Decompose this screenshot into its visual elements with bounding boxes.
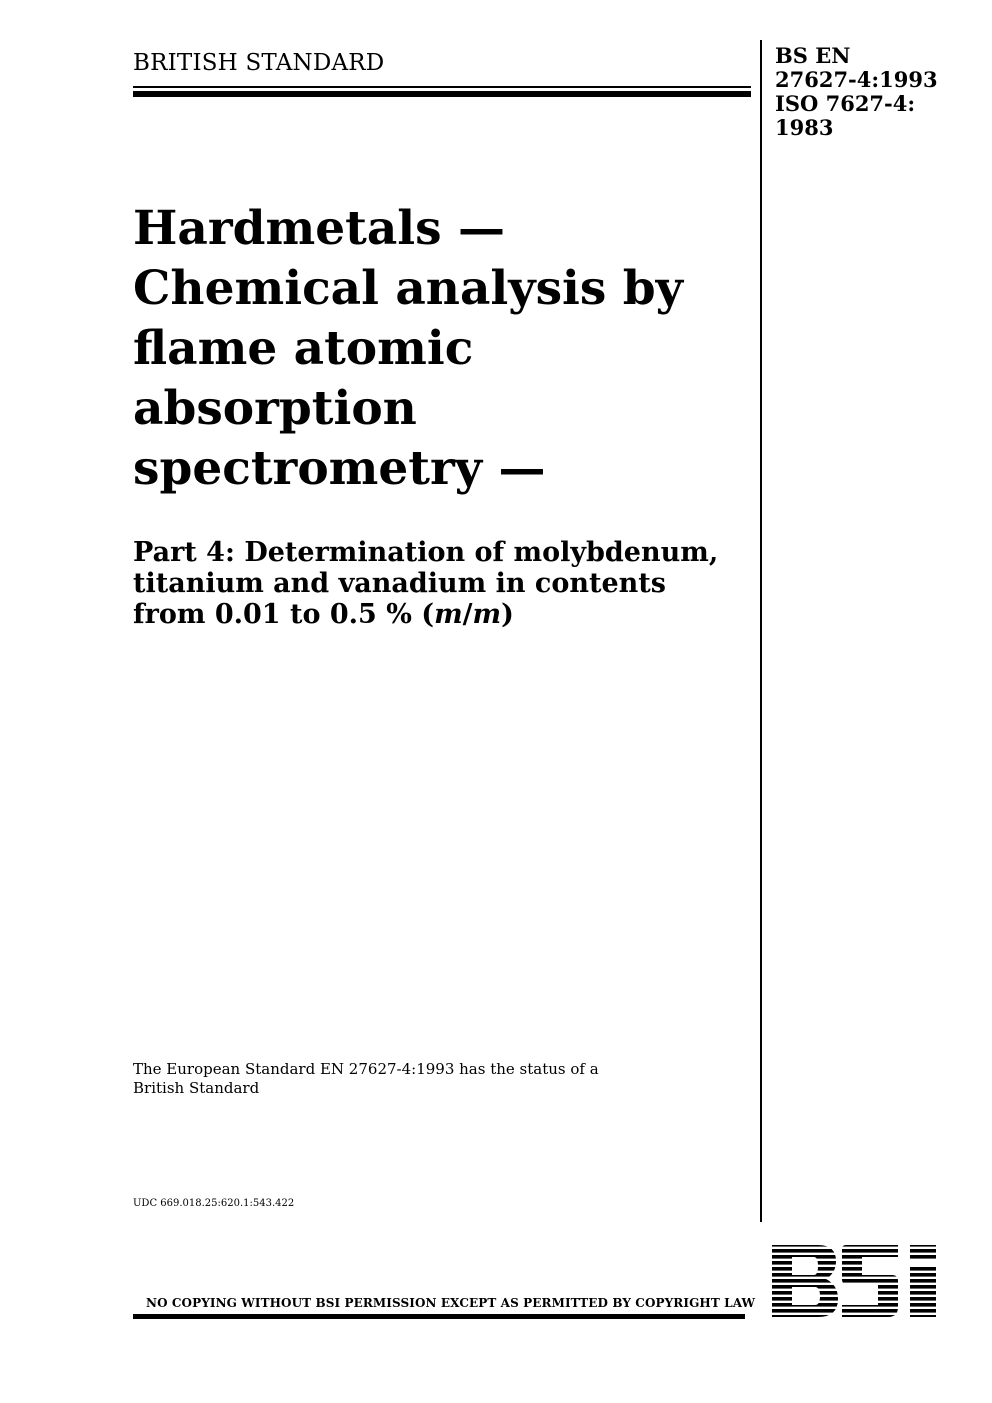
title-line: Hardmetals —	[133, 201, 505, 256]
standard-number-line: 27627-4:1993	[775, 67, 938, 92]
subtitle-range-text: from 0.01 to 0.5 % (	[133, 599, 435, 630]
status-note	[133, 1060, 599, 1098]
title-line: Chemical analysis by	[133, 261, 683, 316]
document-title	[133, 199, 743, 499]
unit-slash: /	[462, 599, 473, 630]
title-line: absorption	[133, 381, 417, 436]
header-rule-thick	[133, 91, 751, 97]
series-label: BRITISH STANDARD	[133, 50, 385, 76]
standard-number-line: 1983	[775, 115, 834, 140]
udc-code: UDC 669.018.25:620.1:543.422	[133, 1198, 295, 1209]
title-line: flame atomic	[133, 321, 474, 376]
copyright-notice: NO COPYING WITHOUT BSI PERMISSION EXCEPT AS PERMITTED BY COPYRIGHT LAW	[146, 1296, 756, 1310]
subtitle-line: Part 4: Determination of molybdenum,	[133, 537, 719, 568]
footer-rule	[133, 1314, 745, 1319]
standard-numbers	[775, 44, 938, 140]
status-note-line: British Standard	[133, 1079, 260, 1097]
header-rule-thin	[133, 86, 751, 88]
document-subtitle	[133, 537, 753, 630]
standard-number-line: ISO 7627-4:	[775, 91, 916, 116]
subtitle-line: titanium and vanadium in contents	[133, 568, 666, 599]
unit-mass-denominator: m	[472, 599, 502, 630]
status-note-line: The European Standard EN 27627-4:1993 has the status of a	[133, 1060, 599, 1078]
unit-close-paren: )	[501, 599, 514, 630]
vertical-divider	[760, 40, 762, 1222]
title-line: spectrometry —	[133, 441, 546, 496]
subtitle-line	[133, 599, 753, 630]
standard-number-line: BS EN	[775, 43, 851, 68]
bsi-logo-icon	[770, 1243, 946, 1319]
unit-mass-numerator: m	[434, 599, 463, 630]
